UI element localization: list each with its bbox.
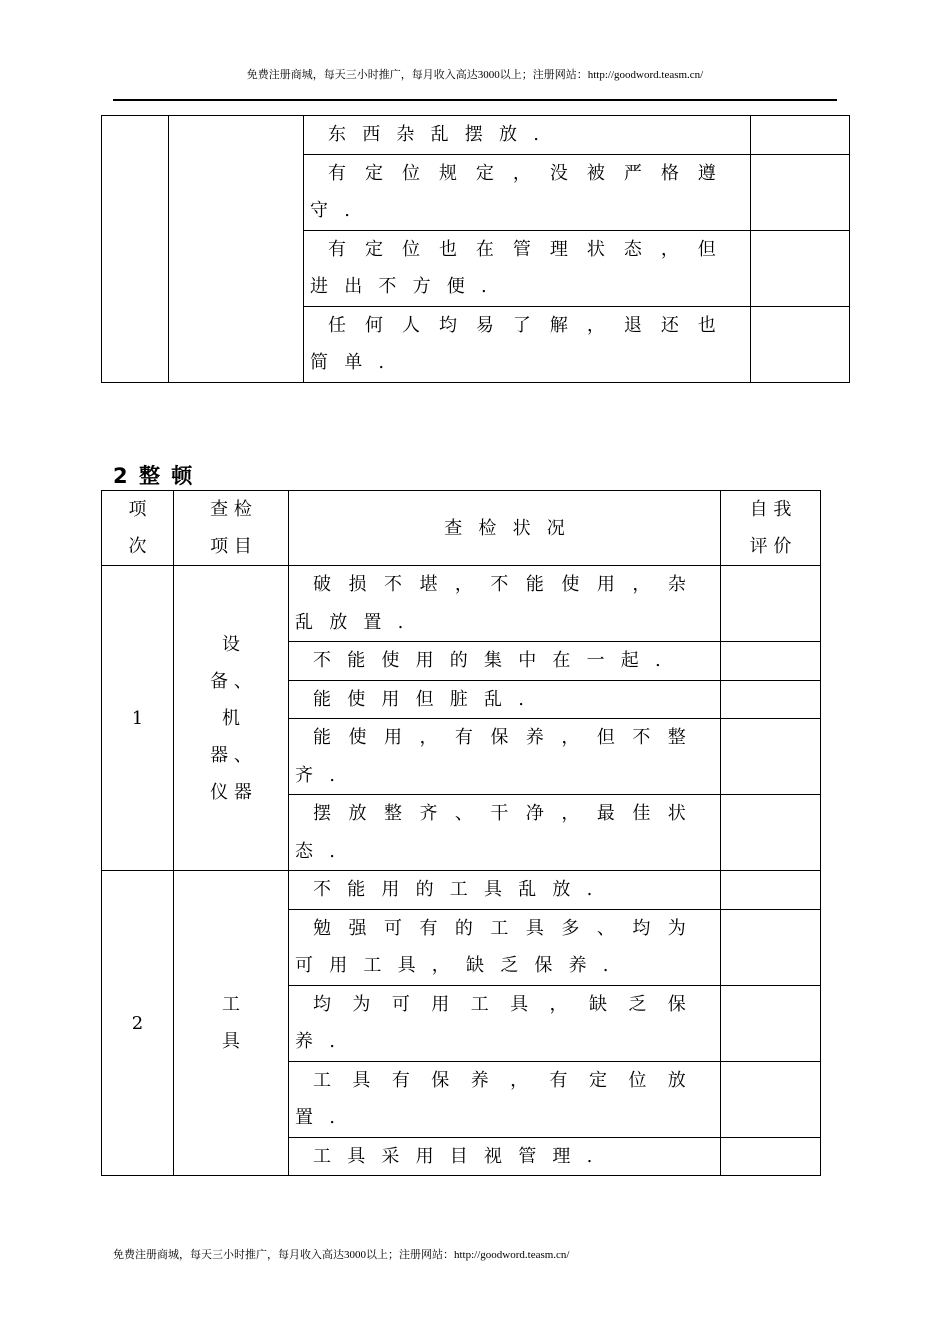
table-row [102, 566, 821, 642]
self-eval-cell[interactable] [751, 116, 850, 155]
table-header-row [102, 491, 821, 566]
self-eval-cell[interactable] [751, 306, 850, 382]
status-cell: 摆放整齐、干净，最佳状态. [289, 795, 721, 871]
item-no-cell: 2 [102, 871, 174, 1176]
status-cell: 任何人均易了解，退还也简单. [304, 306, 751, 382]
status-cell: 有定位规定，没被严格遵守. [304, 154, 751, 230]
status-cell: 均为可用工具，缺乏保养. [289, 985, 721, 1061]
self-eval-cell[interactable] [721, 909, 821, 985]
self-eval-cell[interactable] [721, 642, 821, 681]
self-eval-cell[interactable] [751, 154, 850, 230]
header-status: 查检状况 [289, 491, 721, 566]
self-eval-cell[interactable] [721, 985, 821, 1061]
status-cell: 勉强可有的工具多、均为可用工具，缺乏保养. [289, 909, 721, 985]
status-cell: 不能使用的集中在一起. [289, 642, 721, 681]
inspection-table [101, 490, 821, 1176]
self-eval-cell[interactable] [721, 1061, 821, 1137]
section-title [113, 460, 194, 490]
check-item-cell: 设 备 、 机 器 、 仪 器 [174, 566, 289, 871]
self-eval-cell[interactable] [751, 230, 850, 306]
section-number: 2 [113, 464, 130, 488]
status-cell: 工具采用目视管理. [289, 1137, 721, 1176]
header-rule [113, 99, 837, 101]
status-cell: 破损不堪，不能使用，杂乱放置. [289, 566, 721, 642]
status-cell: 能使用，有保养，但不整齐. [289, 719, 721, 795]
header-check-item: 查 检 项 目 [174, 491, 289, 566]
check-item-cell: 工 具 [174, 871, 289, 1176]
header-item-no: 项 次 [102, 491, 174, 566]
section-title-text: 整 顿 [138, 464, 195, 488]
status-cell: 工具有保养，有定位放置. [289, 1061, 721, 1137]
header-self-eval: 自 我 评 价 [721, 491, 821, 566]
status-cell: 有定位也在管理状态，但进出不方便. [304, 230, 751, 306]
item-no-cell [102, 116, 169, 383]
self-eval-cell[interactable] [721, 566, 821, 642]
footer-note: 免费注册商城，每天三小时推广，每月收入高达3000以上；注册网站：http://goodword.teasm.cn/ [113, 1249, 570, 1261]
self-eval-cell[interactable] [721, 719, 821, 795]
status-cell: 东西杂乱摆放. [304, 116, 751, 155]
self-eval-cell[interactable] [721, 871, 821, 910]
header-note: 免费注册商城，每天三小时推广，每月收入高达3000以上；注册网站：http://goodword.teasm.cn/ [246, 69, 704, 81]
table-row [102, 116, 850, 155]
check-item-cell [169, 116, 304, 383]
table-continued [101, 115, 850, 383]
status-cell: 能使用但脏乱. [289, 680, 721, 719]
table-row [102, 871, 821, 910]
item-no-cell: 1 [102, 566, 174, 871]
self-eval-cell[interactable] [721, 795, 821, 871]
self-eval-cell[interactable] [721, 1137, 821, 1176]
status-cell: 不能用的工具乱放. [289, 871, 721, 910]
self-eval-cell[interactable] [721, 680, 821, 719]
